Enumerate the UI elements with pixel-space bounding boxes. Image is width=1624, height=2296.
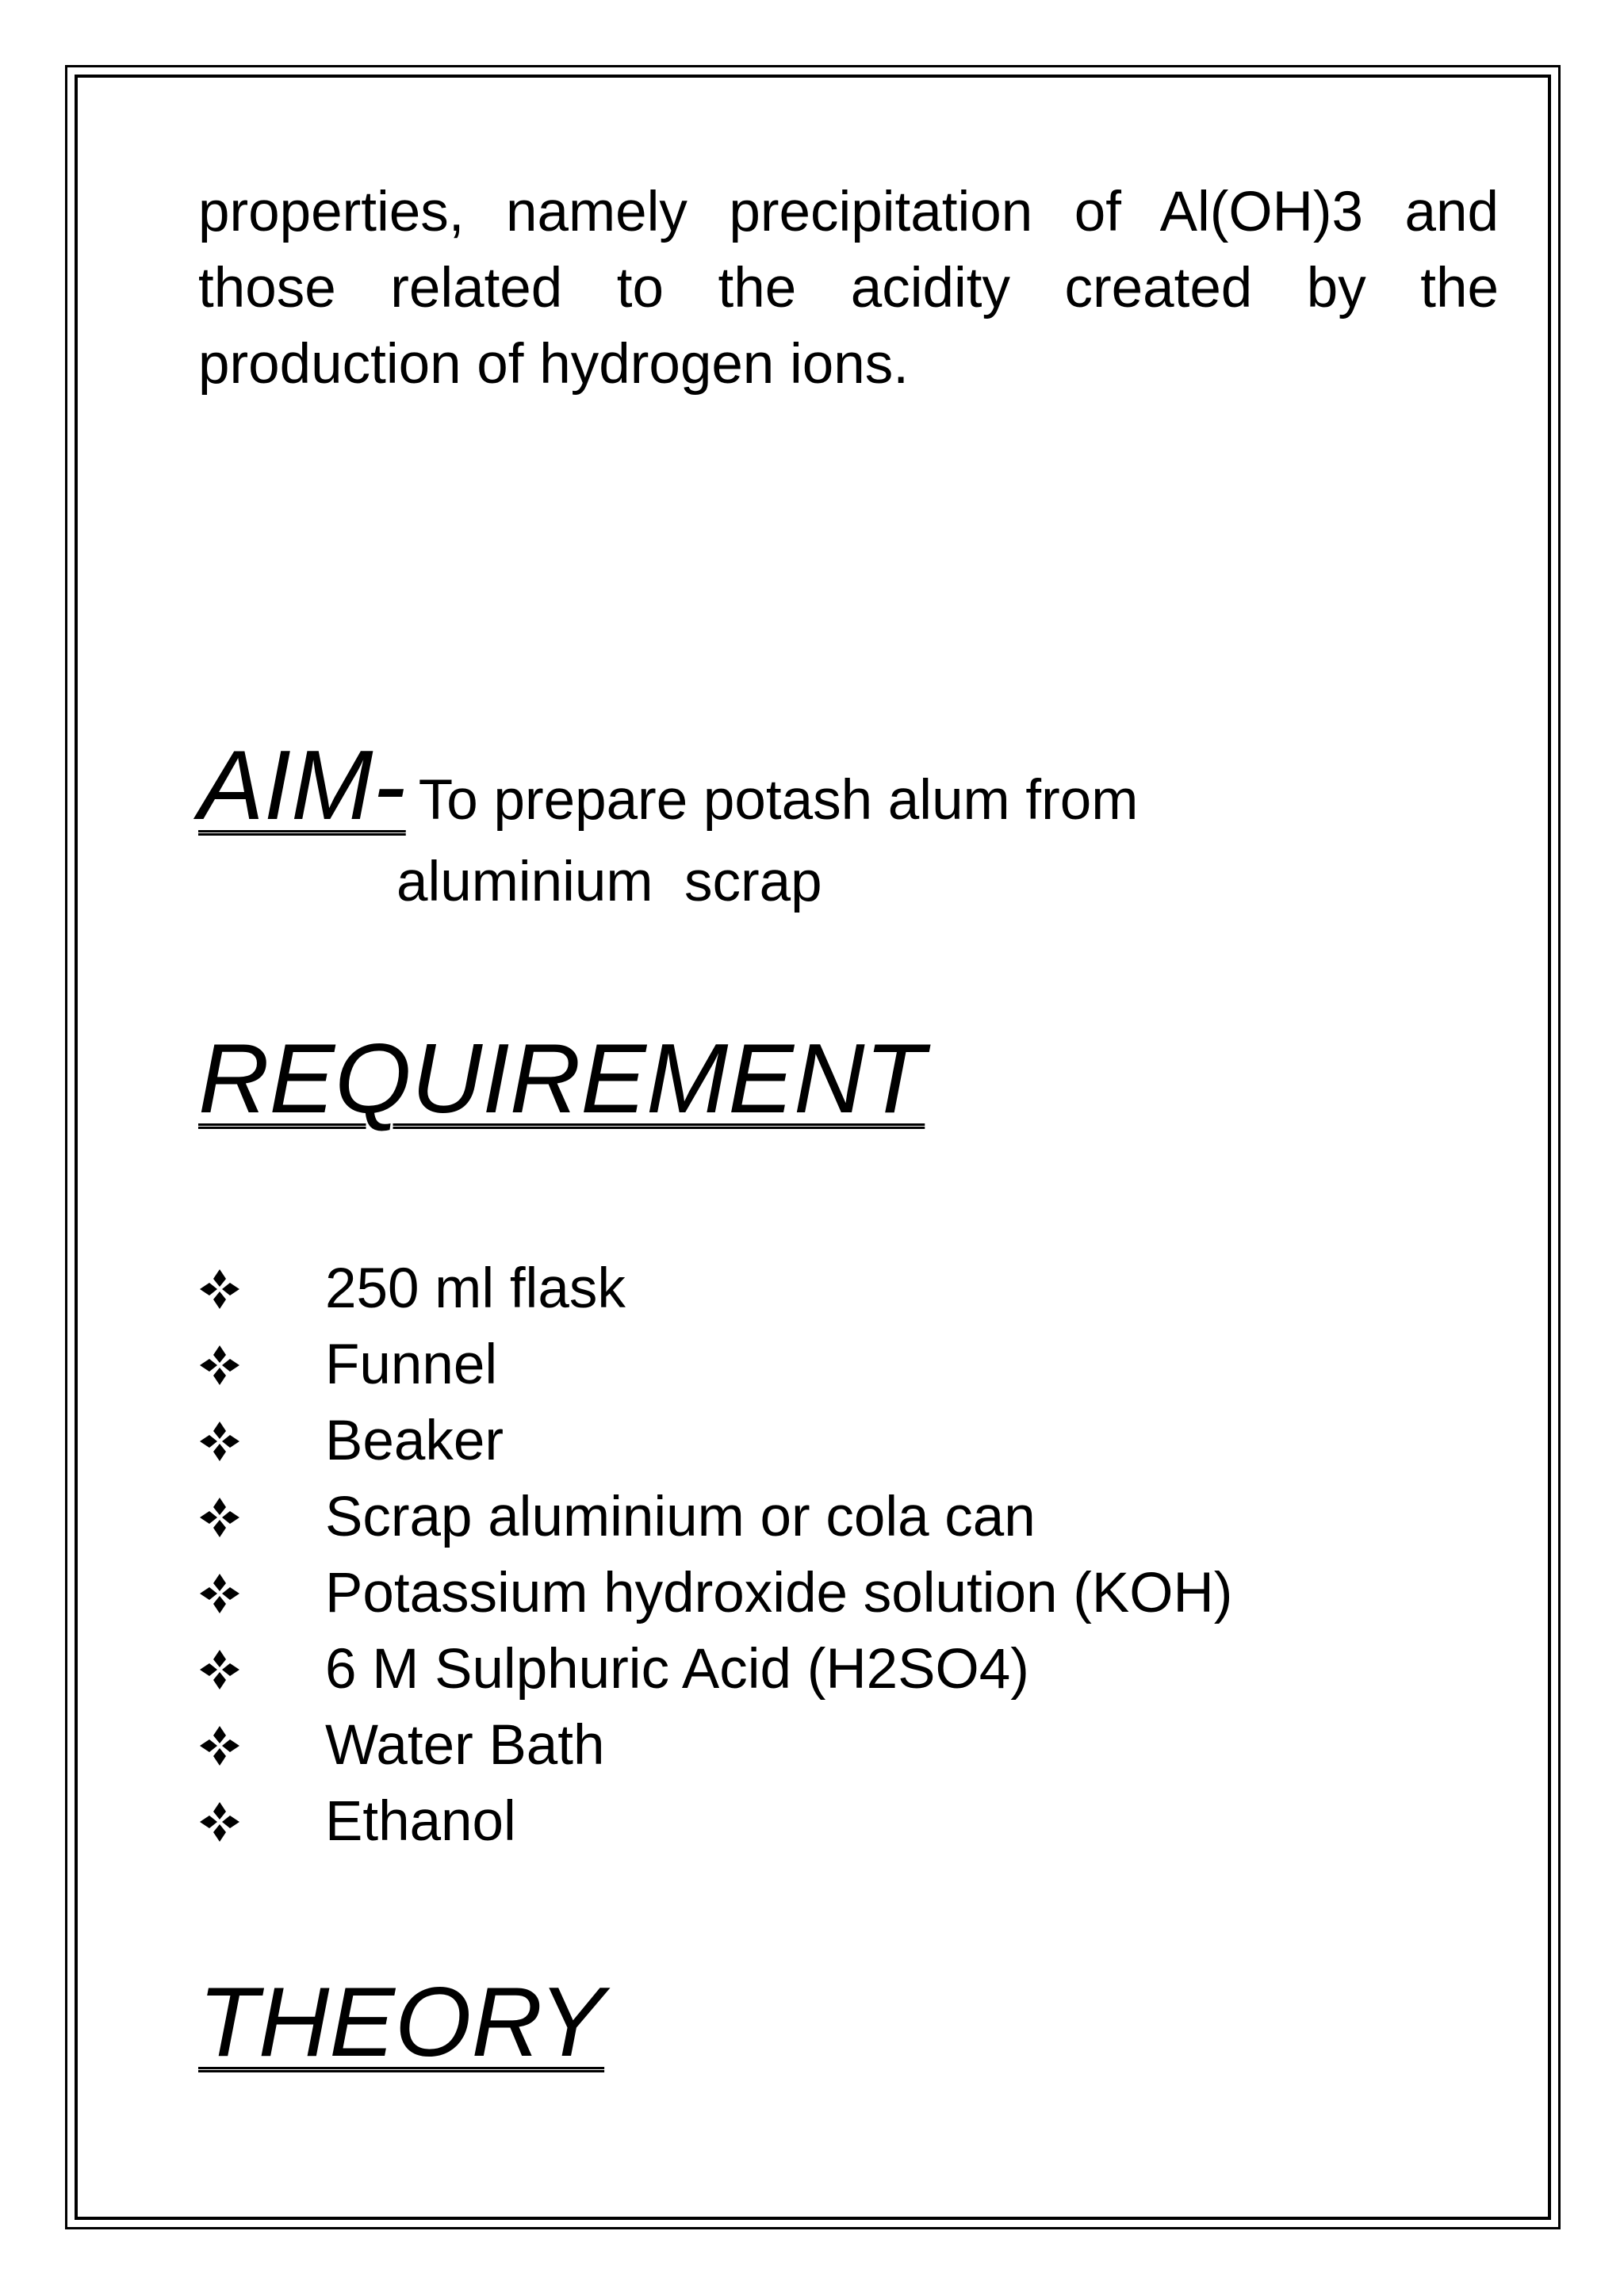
list-item-text: Funnel — [325, 1334, 498, 1396]
requirement-list — [198, 1251, 1232, 1860]
list-item — [198, 1632, 1232, 1708]
diamond-bullet-icon — [198, 1648, 325, 1691]
list-item — [198, 1784, 1232, 1860]
diamond-bullet-icon — [198, 1572, 325, 1615]
requirement-heading: REQUIREMENT — [198, 1024, 925, 1134]
list-item — [198, 1251, 1232, 1327]
list-item-text: 250 ml flask — [325, 1257, 626, 1320]
aim-text-line2: aluminium scrap — [396, 851, 822, 913]
list-item-text: Scrap aluminium or cola can — [325, 1486, 1036, 1548]
diamond-bullet-icon — [198, 1800, 325, 1843]
diamond-bullet-icon — [198, 1724, 325, 1767]
diamond-bullet-icon — [198, 1268, 325, 1311]
list-item-text: 6 M Sulphuric Acid (H2SO4) — [325, 1638, 1029, 1701]
list-item — [198, 1708, 1232, 1784]
diamond-bullet-icon — [198, 1420, 325, 1463]
list-item-text: Water Bath — [325, 1714, 605, 1777]
aim-section — [198, 729, 1138, 842]
list-item — [198, 1327, 1232, 1403]
list-item-text: Beaker — [325, 1410, 504, 1472]
theory-heading: THEORY — [198, 1968, 605, 2077]
list-item-text: Ethanol — [325, 1790, 516, 1853]
list-item — [198, 1403, 1232, 1479]
list-item-text: Potassium hydroxide solution (KOH) — [325, 1562, 1233, 1624]
intro-paragraph: properties, namely precipitation of Al(OH)3 and those related to the acidity created by the production of hydrogen ions. — [198, 181, 1499, 396]
aim-text-line1: To prepare potash alum from — [418, 769, 1139, 832]
diamond-bullet-icon — [198, 1496, 325, 1539]
list-item — [198, 1556, 1232, 1632]
list-item — [198, 1479, 1232, 1556]
aim-heading: AIM- — [198, 731, 406, 840]
diamond-bullet-icon — [198, 1344, 325, 1387]
